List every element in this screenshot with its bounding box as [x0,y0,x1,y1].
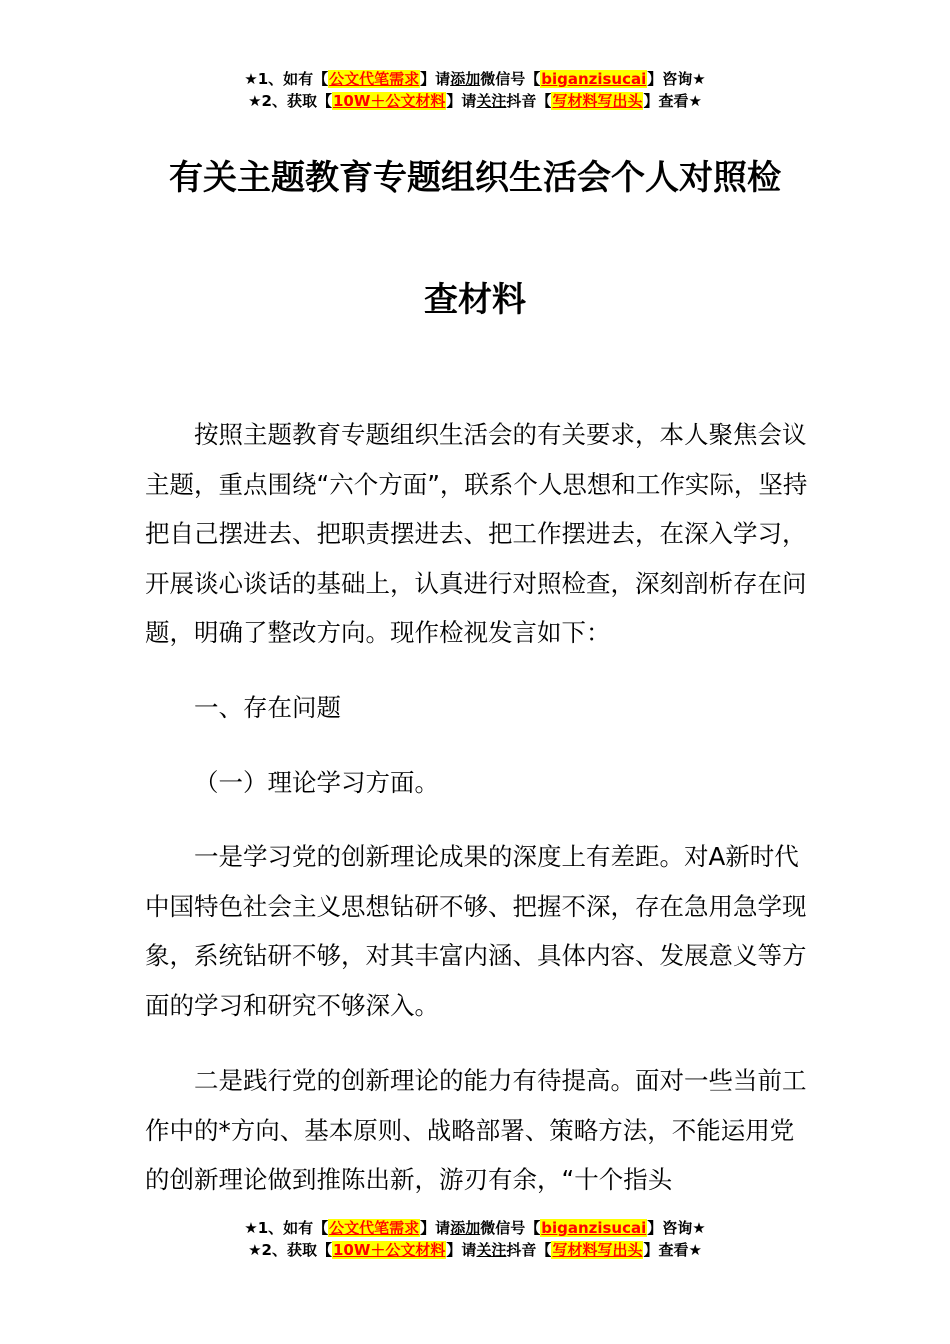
promo-text: 】查看★ [643,1241,702,1259]
document-title-line-1: 有关主题教育专题组织生活会个人对照检 [169,158,781,198]
promo-underline: 添加 [450,1219,481,1237]
promo-text: ★1、如有【 [244,1219,329,1237]
promo-text: 抖音【 [506,92,552,110]
promo-highlight: 10W＋公文材料 [332,92,446,110]
paragraph-text: 按照主题教育专题组织生活会的有关要求，本人聚焦会议主题，重点围绕“六个方面”，联系个人思想和工作实际，坚持把自己摆进去、把职责摆进去、把工作摆进去，在深入学习，开展谈心谈话的基础上，认真进行对照检查，深刻剖析存在问题，明确了整改方向。现作检视发言如下： [145,420,808,647]
promo-banner-bottom [0,1217,950,1261]
promo-underline: 关注 [476,92,507,110]
promo-highlight: biganzisucai [541,70,647,88]
promo-text: 】请 [446,1241,477,1259]
promo-highlight: 写材料写出头 [552,1241,643,1259]
section-heading-text: 一、存在问题 [194,693,341,722]
promo-highlight: 公文代笔需求 [329,70,420,88]
paragraph-text: 一是学习党的创新理论成果的深度上有差距。对A新时代中国特色社会主义思想钻研不够、把握不深，存在急用急学现象，系统钻研不够，对其丰富内涵、具体内容、发展意义等方面的学习和研究不够深入。 [145,842,807,1020]
promo-highlight: 写材料写出头 [552,92,643,110]
paragraph-intro [145,410,810,658]
promo-underline: 添加 [450,70,481,88]
promo-text: 】咨询★ [647,70,706,88]
promo-line-2 [0,90,950,112]
promo-text: ★1、如有【 [244,70,329,88]
promo-underline: 关注 [476,1241,507,1259]
promo-banner-top [0,68,950,112]
promo-highlight: 公文代笔需求 [329,1219,420,1237]
paragraph-point-2 [145,1056,810,1204]
promo-text: 】咨询★ [647,1219,706,1237]
promo-text: 】查看★ [643,92,702,110]
promo-line-1 [0,1217,950,1239]
subsection-heading-text: （一）理论学习方面。 [194,768,439,797]
promo-text: 微信号【 [480,1219,541,1237]
promo-text: ★2、获取【 [248,1241,332,1259]
subsection-heading [145,758,810,808]
promo-text: 微信号【 [480,70,541,88]
promo-text: 】请 [420,70,451,88]
paragraph-text: 二是践行党的创新理论的能力有待提高。面对一些当前工作中的*方向、基本原则、战略部署、策略方法，不能运用党的创新理论做到推陈出新，游刃有余，“十个指头 [145,1066,807,1194]
promo-text: ★2、获取【 [248,92,332,110]
promo-line-2 [0,1239,950,1261]
section-heading [145,683,810,733]
promo-highlight: biganzisucai [541,1219,647,1237]
promo-highlight: 10W＋公文材料 [332,1241,446,1259]
promo-line-1 [0,68,950,90]
promo-text: 】请 [446,92,477,110]
document-title-line-2: 查材料 [424,280,526,320]
promo-text: 抖音【 [506,1241,552,1259]
paragraph-point-1 [145,832,810,1030]
promo-text: 】请 [420,1219,451,1237]
